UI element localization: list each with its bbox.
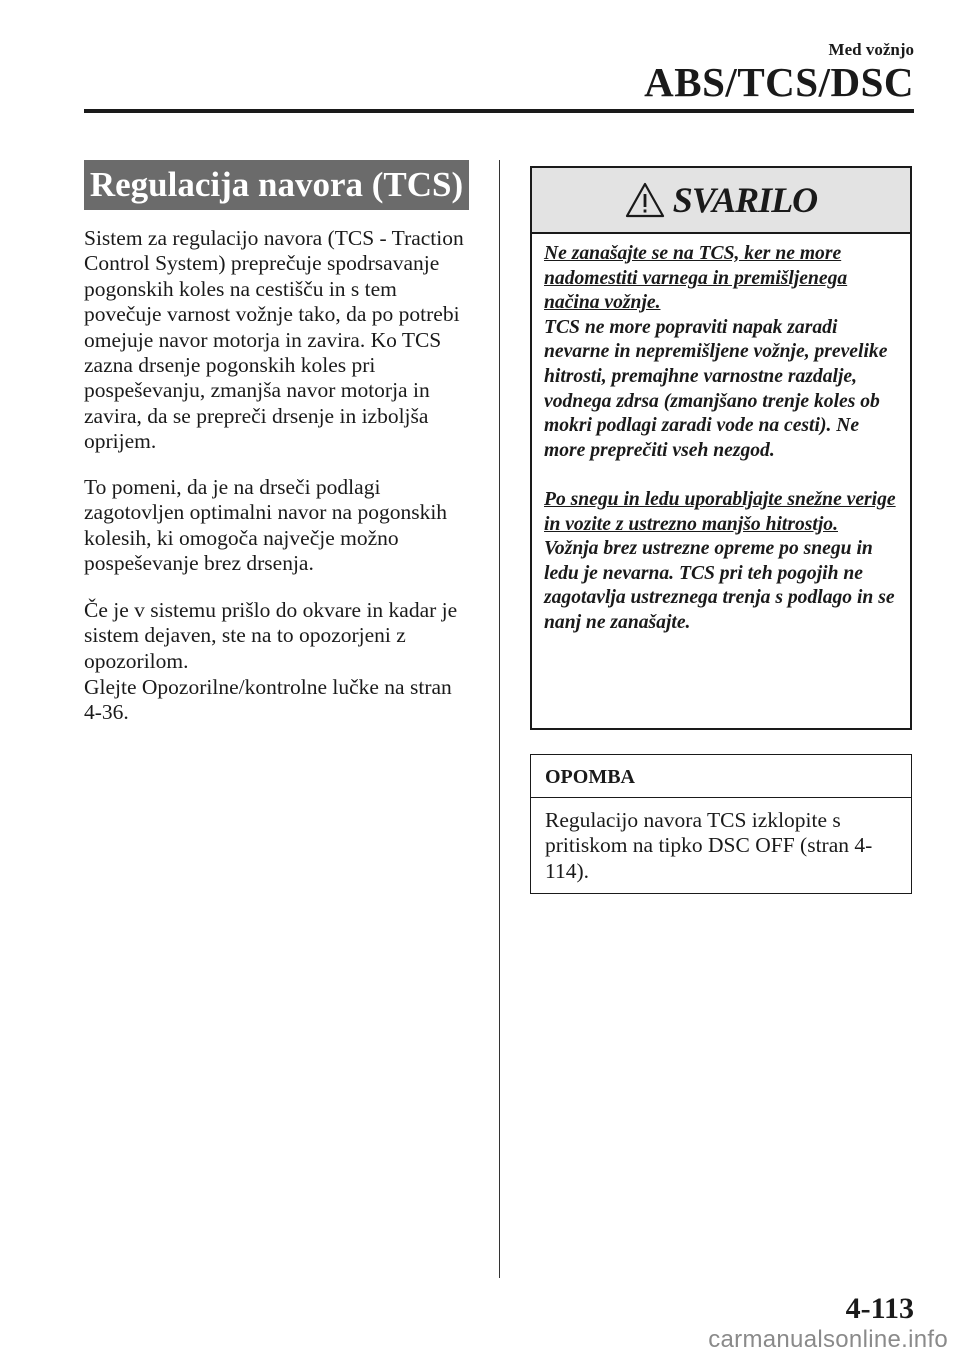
traction-paragraph: To pomeni, da je na drseči podlagi zagotovljen optimalni navor na pogonskih kolesih, ki omogoča največje možno pospeševanje brez drsenja. [84, 475, 448, 576]
chapter-label: Med vožnjo [828, 40, 914, 59]
warning-item-1-lead: Ne zanašajte se na TCS, ker ne more nadomestiti varnega in premišljenega načina vožnje. [544, 243, 848, 314]
watermark-link[interactable]: carmanualsonline.info [708, 1326, 948, 1353]
warning-item-2-lead: Po snegu in ledu uporabljajte snežne verige in vozite z ustrezno manjšo hitrostjo. [544, 488, 896, 535]
note-box [530, 754, 912, 894]
warning-body [532, 234, 910, 636]
tcs-heading: Regulacija navora (TCS) [84, 160, 469, 210]
warning-item-2-text: Vožnja brez ustrezne opreme po snegu in ledu je nevarna. TCS pri teh pogojih ne zagotavlja ustreznega trenja s podlago in se nanj ne zanašajte. [544, 538, 895, 633]
note-text: Regulacijo navora TCS izklopite s pritiskom na tipko DSC OFF (stran 4-114). [545, 808, 873, 883]
header-rule [84, 109, 914, 113]
warning-triangle-icon [625, 182, 665, 218]
warning-title: SVARILO [672, 180, 818, 220]
warning-header [532, 168, 910, 234]
column-divider [499, 160, 500, 1278]
malfunction-paragraph: Če je v sistemu prišlo do okvare in kadar je sistem dejaven, ste na to opozorjeni z opozorilom. [84, 598, 458, 673]
section-title: ABS/TCS/DSC [644, 59, 914, 105]
reference-paragraph: Glejte Opozorilne/kontrolne lučke na stran 4-36. [84, 675, 452, 725]
warning-spacer [544, 463, 898, 488]
intro-paragraph: Sistem za regulacijo navora (TCS - Traction Control System) preprečuje spodrsavanje pogonskih koles na cestišču in s tem povečuje varnost vožnje tako, da po potrebi omejuje navor motorja in zavira. Ko TCS zazna drsenje pogonskih koles pri pospeševanju, zmanjša navor motorja in zavira, da se prepreči drsenje in izboljša oprijem. [84, 226, 464, 454]
note-title: OPOMBA [531, 755, 911, 798]
page-number: 4-113 [845, 1292, 914, 1325]
warning-box [530, 166, 912, 730]
warning-item-1-text: TCS ne more popraviti napak zaradi nevarne in nepremišljene vožnje, prevelike hitrosti, premajhne varnostne razdalje, vodnega zdrsa (zmanjšano trenje koles ob mokri podlagi zaradi vode na cesti). Ne more preprečiti vseh nezgod. [544, 316, 888, 461]
